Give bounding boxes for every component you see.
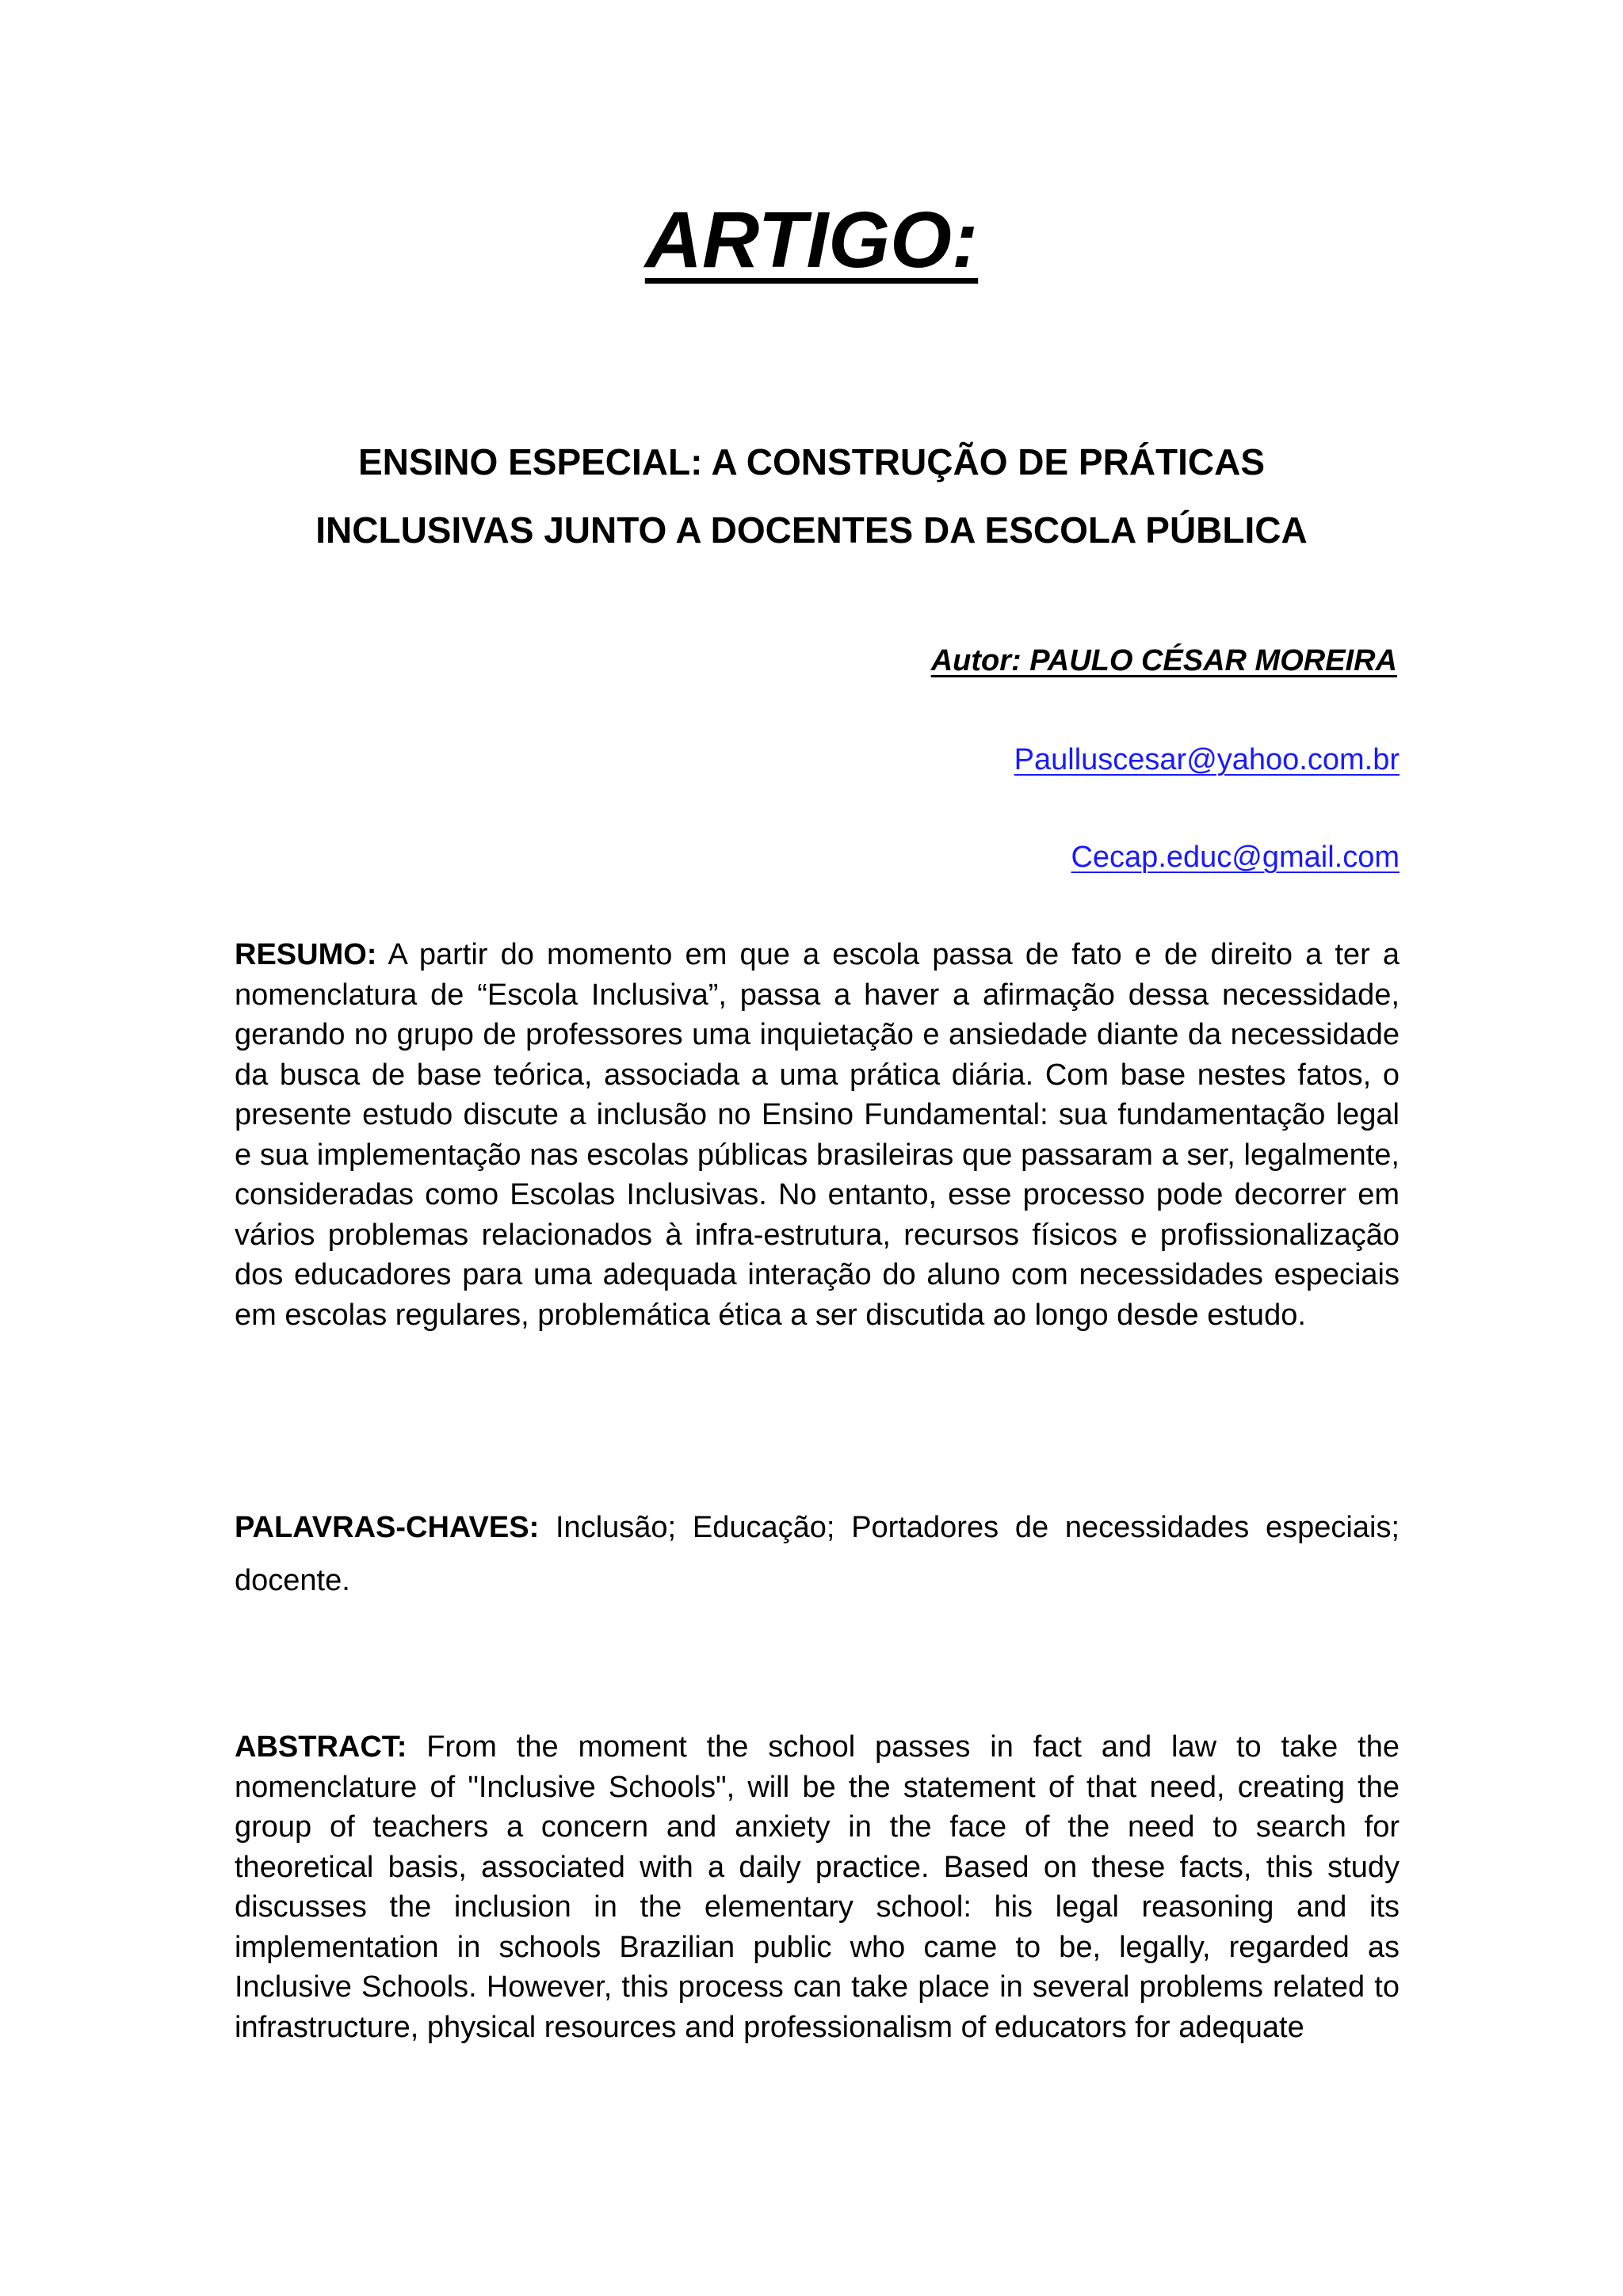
resumo-paragraph [235,935,1400,1335]
article-title [0,428,1623,564]
email-link-primary[interactable]: Paulluscesar@yahoo.com.br [1014,743,1400,776]
abstract-label: ABSTRACT: [235,1730,407,1764]
keywords-label: PALAVRAS-CHAVES: [235,1511,540,1544]
keywords-text: Inclusão; Educação; Portadores de necessidades especiais; docente. [235,1511,1400,1597]
resumo-label: RESUMO: [235,938,377,971]
article-title-line-1: ENSINO ESPECIAL: A CONSTRUÇÃO DE PRÁTICAS [357,441,1266,482]
page-heading: ARTIGO: [644,196,979,284]
keywords-paragraph [235,1501,1400,1608]
abstract-paragraph [235,1727,1400,2047]
abstract-text: From the moment the school passes in fact and law to take the nomenclature of "Inclusive Schools", will be the statement of that need, creating the group of teachers a concern and anxiety in the face of the need to search for theoretical basis, associated with a daily practice. Based on these facts, this study discusses the inclusion in the elementary school: his legal reasoning and its implementation in schools Brazilian public who came to be, legally, regarded as Inclusive Schools. However, this process can take place in several problems related to infrastructure, physical resources and professionalism of educators for adequate [235,1730,1400,2044]
article-title-line-2: INCLUSIVAS JUNTO A DOCENTES DA ESCOLA PÚBLICA [315,509,1308,551]
email-link-secondary[interactable]: Cecap.educ@gmail.com [1071,841,1400,874]
author-name: Autor: PAULO CÉSAR MOREIRA [930,644,1397,677]
resumo-text: A partir do momento em que a escola passa de fato e de direito a ter a nomenclatura de “Escola Inclusiva”, passa a haver a afirmação dessa necessidade, gerando no grupo de professores uma inquietação e ansiedade diante da necessidade da busca de base teórica, associada a uma prática diária. Com base nestes fatos, o presente estudo discute a inclusão no Ensino Fundamental: sua fundamentação legal e sua implementação nas escolas públicas brasileiras que passaram a ser, legalmente, consideradas como Escolas Inclusivas. No entanto, esse processo pode decorrer em vários problemas relacionados à infra-estrutura, recursos físicos e profissionalização dos educadores para uma adequada interação do aluno com necessidades especiais em escolas regulares, problemática ética a ser discutida ao longo desde estudo. [235,938,1400,1332]
